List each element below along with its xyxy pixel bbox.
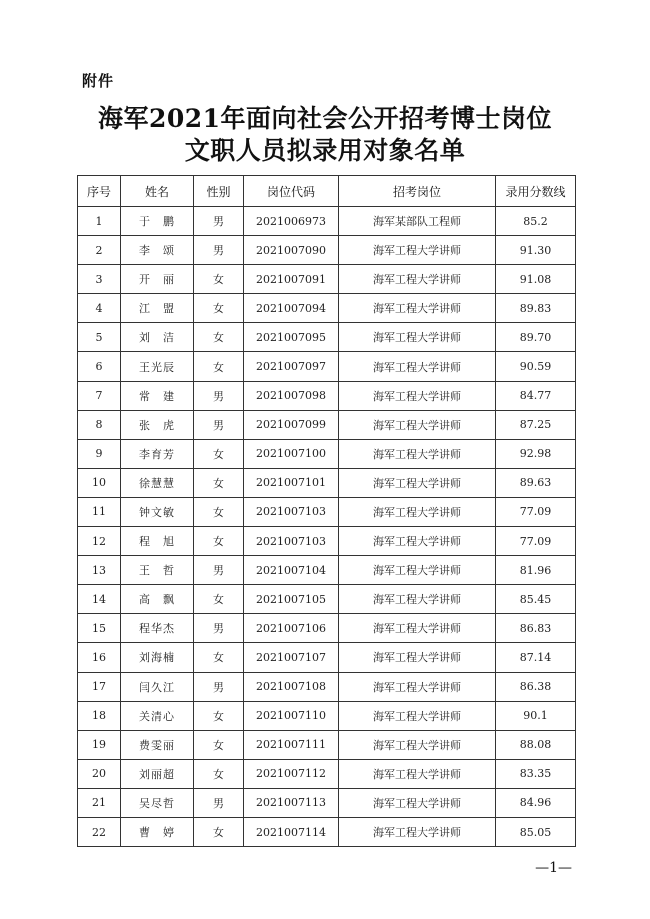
cell-post: 海军工程大学讲师	[339, 788, 496, 817]
table-row	[78, 207, 576, 236]
attachment-label: 附件	[82, 72, 115, 90]
cell-score: 84.77	[496, 381, 576, 410]
cell-post-code: 2021007099	[244, 410, 339, 439]
table-row	[78, 788, 576, 817]
cell-score: 89.63	[496, 468, 576, 497]
cell-gender: 男	[194, 788, 244, 817]
cell-score: 77.09	[496, 527, 576, 556]
table-row	[78, 410, 576, 439]
cell-number: 18	[78, 701, 121, 730]
cell-name: 徐慧慧	[121, 468, 194, 497]
cell-name: 李 颂	[121, 236, 194, 265]
cell-post-code: 2021007094	[244, 294, 339, 323]
cell-gender: 女	[194, 730, 244, 759]
table-row	[78, 352, 576, 381]
table-row	[78, 294, 576, 323]
cell-post: 海军工程大学讲师	[339, 585, 496, 614]
cell-name: 王 哲	[121, 556, 194, 585]
cell-gender: 女	[194, 585, 244, 614]
table-row	[78, 381, 576, 410]
cell-name: 开 丽	[121, 265, 194, 294]
cell-name: 王光辰	[121, 352, 194, 381]
cell-score: 89.70	[496, 323, 576, 352]
cell-gender: 女	[194, 701, 244, 730]
cell-post-code: 2021006973	[244, 207, 339, 236]
cell-score: 90.1	[496, 701, 576, 730]
cell-name: 曹 婷	[121, 817, 194, 846]
table-row	[78, 527, 576, 556]
cell-score: 77.09	[496, 497, 576, 526]
cell-post-code: 2021007098	[244, 381, 339, 410]
cell-post: 海军工程大学讲师	[339, 439, 496, 468]
cell-number: 3	[78, 265, 121, 294]
document-title-line-2: 文职人员拟录用对象名单	[184, 136, 466, 165]
table-row	[78, 236, 576, 265]
cell-number: 21	[78, 788, 121, 817]
candidate-table	[77, 175, 576, 847]
table-row	[78, 585, 576, 614]
cell-gender: 男	[194, 556, 244, 585]
cell-post: 海军工程大学讲师	[339, 265, 496, 294]
cell-number: 20	[78, 759, 121, 788]
cell-score: 85.05	[496, 817, 576, 846]
header-score: 录用分数线	[496, 176, 576, 207]
header-post-code: 岗位代码	[244, 176, 339, 207]
cell-name: 费雯丽	[121, 730, 194, 759]
table-row	[78, 701, 576, 730]
table-row	[78, 468, 576, 497]
cell-post-code: 2021007105	[244, 585, 339, 614]
cell-post: 海军工程大学讲师	[339, 468, 496, 497]
cell-number: 14	[78, 585, 121, 614]
cell-score: 84.96	[496, 788, 576, 817]
cell-number: 8	[78, 410, 121, 439]
cell-post-code: 2021007095	[244, 323, 339, 352]
cell-gender: 女	[194, 497, 244, 526]
cell-post: 海军工程大学讲师	[339, 556, 496, 585]
cell-number: 2	[78, 236, 121, 265]
cell-name: 于 鹏	[121, 207, 194, 236]
cell-score: 90.59	[496, 352, 576, 381]
cell-gender: 女	[194, 468, 244, 497]
table-row	[78, 759, 576, 788]
cell-post-code: 2021007090	[244, 236, 339, 265]
cell-post: 海军工程大学讲师	[339, 381, 496, 410]
cell-post: 海军工程大学讲师	[339, 410, 496, 439]
cell-name: 程华杰	[121, 614, 194, 643]
cell-name: 钟文敏	[121, 497, 194, 526]
table-row	[78, 643, 576, 672]
cell-gender: 女	[194, 265, 244, 294]
cell-number: 10	[78, 468, 121, 497]
cell-score: 92.98	[496, 439, 576, 468]
cell-name: 程 旭	[121, 527, 194, 556]
header-post: 招考岗位	[339, 176, 496, 207]
cell-score: 81.96	[496, 556, 576, 585]
cell-post: 海军工程大学讲师	[339, 730, 496, 759]
cell-post: 海军工程大学讲师	[339, 759, 496, 788]
cell-number: 19	[78, 730, 121, 759]
cell-post-code: 2021007091	[244, 265, 339, 294]
cell-post-code: 2021007106	[244, 614, 339, 643]
cell-gender: 男	[194, 236, 244, 265]
cell-number: 13	[78, 556, 121, 585]
cell-number: 17	[78, 672, 121, 701]
cell-gender: 女	[194, 439, 244, 468]
cell-name: 闫久江	[121, 672, 194, 701]
cell-score: 91.08	[496, 265, 576, 294]
cell-post-code: 2021007100	[244, 439, 339, 468]
cell-post-code: 2021007111	[244, 730, 339, 759]
cell-name: 刘海楠	[121, 643, 194, 672]
cell-name: 李育芳	[121, 439, 194, 468]
cell-post-code: 2021007103	[244, 497, 339, 526]
cell-post-code: 2021007110	[244, 701, 339, 730]
cell-gender: 女	[194, 643, 244, 672]
cell-post: 海军工程大学讲师	[339, 527, 496, 556]
table-row	[78, 556, 576, 585]
header-number: 序号	[78, 176, 121, 207]
table-row	[78, 439, 576, 468]
cell-number: 5	[78, 323, 121, 352]
cell-gender: 男	[194, 207, 244, 236]
cell-post-code: 2021007113	[244, 788, 339, 817]
cell-post: 海军工程大学讲师	[339, 701, 496, 730]
cell-gender: 女	[194, 294, 244, 323]
cell-post-code: 2021007104	[244, 556, 339, 585]
table-row	[78, 672, 576, 701]
cell-number: 4	[78, 294, 121, 323]
table-row	[78, 497, 576, 526]
cell-name: 刘 洁	[121, 323, 194, 352]
table-row	[78, 730, 576, 759]
cell-number: 15	[78, 614, 121, 643]
table-header-row	[78, 176, 576, 207]
table-row	[78, 323, 576, 352]
cell-post: 海军工程大学讲师	[339, 672, 496, 701]
cell-post: 海军工程大学讲师	[339, 817, 496, 846]
cell-post: 海军某部队工程师	[339, 207, 496, 236]
table-body	[78, 207, 576, 847]
cell-number: 1	[78, 207, 121, 236]
cell-post-code: 2021007097	[244, 352, 339, 381]
cell-post-code: 2021007101	[244, 468, 339, 497]
cell-post-code: 2021007107	[244, 643, 339, 672]
cell-score: 87.25	[496, 410, 576, 439]
cell-score: 91.30	[496, 236, 576, 265]
cell-number: 22	[78, 817, 121, 846]
cell-score: 83.35	[496, 759, 576, 788]
cell-gender: 男	[194, 614, 244, 643]
cell-number: 6	[78, 352, 121, 381]
cell-post: 海军工程大学讲师	[339, 643, 496, 672]
cell-post: 海军工程大学讲师	[339, 352, 496, 381]
table-row	[78, 614, 576, 643]
document-title-line-1: 海军2021年面向社会公开招考博士岗位	[97, 104, 553, 133]
cell-number: 7	[78, 381, 121, 410]
cell-name: 江 盟	[121, 294, 194, 323]
cell-post-code: 2021007108	[244, 672, 339, 701]
cell-name: 张 虎	[121, 410, 194, 439]
cell-post: 海军工程大学讲师	[339, 614, 496, 643]
cell-score: 86.38	[496, 672, 576, 701]
cell-gender: 男	[194, 410, 244, 439]
cell-name: 刘丽超	[121, 759, 194, 788]
page-number: —1—	[535, 860, 572, 876]
cell-number: 9	[78, 439, 121, 468]
cell-gender: 女	[194, 527, 244, 556]
cell-gender: 男	[194, 672, 244, 701]
cell-score: 88.08	[496, 730, 576, 759]
cell-number: 12	[78, 527, 121, 556]
table-row	[78, 265, 576, 294]
cell-score: 87.14	[496, 643, 576, 672]
cell-name: 关清心	[121, 701, 194, 730]
cell-post: 海军工程大学讲师	[339, 236, 496, 265]
cell-name: 吴尽哲	[121, 788, 194, 817]
header-name: 姓名	[121, 176, 194, 207]
cell-name: 高 飘	[121, 585, 194, 614]
cell-gender: 女	[194, 759, 244, 788]
cell-name: 常 建	[121, 381, 194, 410]
cell-gender: 女	[194, 352, 244, 381]
cell-post: 海军工程大学讲师	[339, 323, 496, 352]
cell-post-code: 2021007112	[244, 759, 339, 788]
cell-score: 89.83	[496, 294, 576, 323]
cell-post: 海军工程大学讲师	[339, 497, 496, 526]
cell-gender: 男	[194, 381, 244, 410]
cell-number: 11	[78, 497, 121, 526]
cell-post: 海军工程大学讲师	[339, 294, 496, 323]
cell-score: 85.2	[496, 207, 576, 236]
cell-score: 86.83	[496, 614, 576, 643]
cell-gender: 女	[194, 817, 244, 846]
cell-post-code: 2021007103	[244, 527, 339, 556]
table-row	[78, 817, 576, 846]
cell-number: 16	[78, 643, 121, 672]
cell-gender: 女	[194, 323, 244, 352]
header-gender: 性别	[194, 176, 244, 207]
cell-post-code: 2021007114	[244, 817, 339, 846]
cell-score: 85.45	[496, 585, 576, 614]
